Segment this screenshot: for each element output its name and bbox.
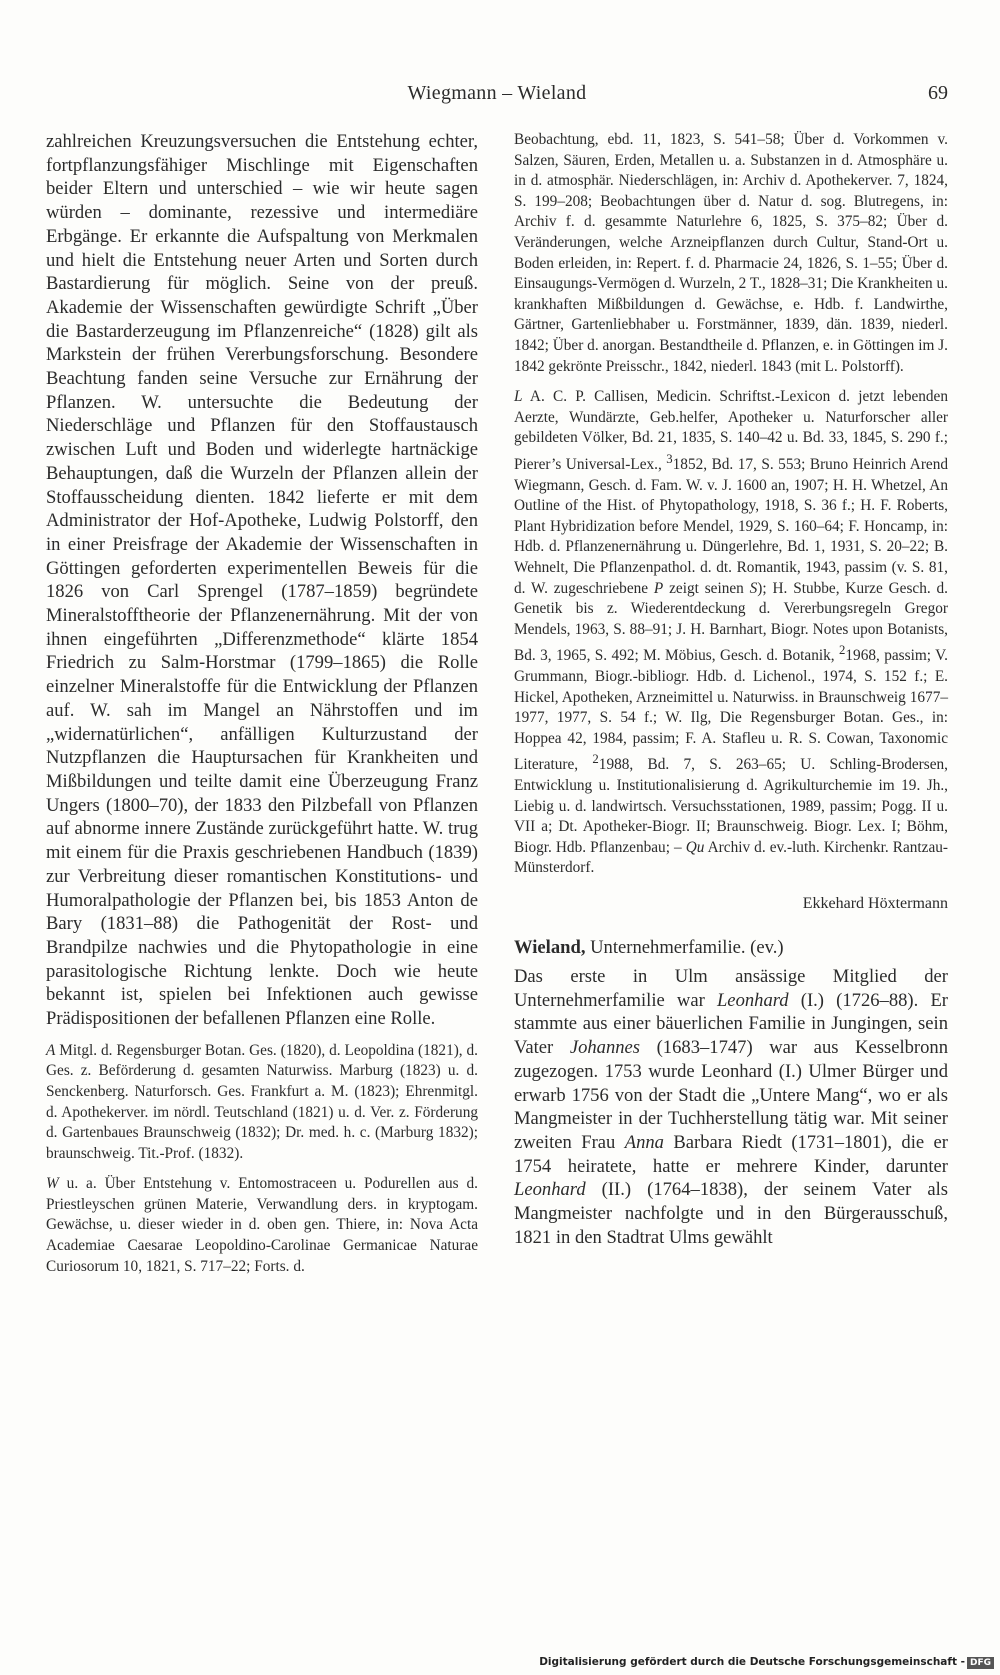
entry-heading xyxy=(514,937,948,959)
entry-text-part: (1683–1747) war aus Kesselbronn zugezogen. 1753 wurde Leonhard (I.) Ulmer Bürger und erwarb 1756 von der Stadt die „Untere Mang“, wo er als Mangmeister in der Tuchherstellung tätig war. Mit seiner zweiten Frau xyxy=(514,1037,948,1153)
italic-s: S xyxy=(749,579,758,597)
literature-text-2: 1852, Bd. 17, S. 553; Bruno Heinrich Arend Wiegmann, Gesch. d. Fam. W. v. J. 1600 an, 1907; H. H. Whetzel, An Outline of the Hist. of Phytopathology, 1918, S. 36 f.; H. F. Roberts, Plant Hybridization before Mendel, 1929, S. 160–64; F. Honcamp, in: Hdb. d. Pflanzenernährung u. Düngerlehre, Bd. 1, 1931, S. 20–22; B. Wehnelt, Die Pflanzenpathol. d. dt. Romantik, 1943, passim (v. S. 81, d. W. zugeschriebene xyxy=(514,456,949,597)
entry-text xyxy=(514,965,948,1249)
literature-text-4: ); H. Stubbe, Kurze Gesch. d. Genetik bis z. Wiederentdeckung d. Vererbungsregeln Gregor Mendels, 1963, S. 88–91; J. H. Barnhart, Biogr. Notes upon Botanists, Bd. 3, 1965, S. 492; M. Möbius, Gesch. d. Botanik, xyxy=(514,579,948,665)
footer-text: Digitalisierung gefördert durch die Deutsche Forschungsgemeinschaft - xyxy=(539,1656,965,1668)
works-paragraph xyxy=(46,1174,478,1277)
dfg-logo: DFG xyxy=(967,1657,994,1669)
person-name: Leonhard xyxy=(514,1179,586,1201)
works-continued: Beobachtung, ebd. 11, 1823, S. 541–58; Über d. Vorkommen v. Salzen, Säuren, Erden, Metallen u. a. Substanzen in d. Atmosphäre u. in d. atmosphär. Niederschlägen, in: Archiv d. Apothekerver. 7, 1824, S. 199–208; Beobachtungen über d. Natur d. sog. Blutregens, in: Archiv f. d. gesammte Naturlehre 6, 1825, S. 375–82; Über d. Veränderungen, welche Arzneipflanzen durch Cultur, Stand-Ort u. Boden erleiden, in: Repert. f. d. Pharmacie 24, 1826, S. 1–55; Über d. Einsaugungs-Vermögen d. Wurzeln, 2 T., 1828–31; Die Krankheiten u. krankhaften Mißbildungen d. Gewächse, e. Hdb. f. Landwirthe, Gärtner, Gartenliebhaber u. Forstmänner, 1839, dän. 1839, niederl. 1842; Über d. anorgan. Bestandtheile d. Pflanzen, e. in Göttingen im J. 1842 gekrönte Preisschr., 1842, niederl. 1843 (mit L. Polstorff). xyxy=(514,131,948,375)
person-name: Johannes xyxy=(569,1037,641,1059)
literature-text-1: A. C. P. Callisen, Medicin. Schriftst.-Lexicon d. jetzt lebenden Aerzte, Wundärzte, Geb.helfer, Apotheker u. Naturforscher aller gebildeten Völker, Bd. 21, 1835, S. 140–42 u. Bd. 33, 1845, S. 290 f.; Pierer’s Universal-Lex., xyxy=(514,388,949,473)
section-letter-l: L xyxy=(514,388,523,406)
italic-qu: Qu xyxy=(685,838,705,856)
right-column xyxy=(514,130,948,1250)
person-name: Leonhard xyxy=(716,989,789,1011)
literature-text-7: Archiv d. ev.-luth. Kirchenkr. Rantzau-Münsterdorf. xyxy=(514,838,948,877)
digitization-footer xyxy=(539,1656,994,1669)
italic-p: P xyxy=(653,579,664,597)
entry-text-part: Barbara Riedt (1731–1801), die er 1754 heiratete, hatte er mehrere Kinder, darunter xyxy=(514,1131,948,1177)
literature-paragraph xyxy=(514,387,948,879)
memberships-text: Mitgl. d. Regensburger Botan. Ges. (1820), d. Leopoldina (1821), d. Ges. z. Beförderung d. gesamten Naturwiss. Marburg (1823) u. d. Senckenberg. Naturforsch. Ges. Frankfurt a. M. (1823); Ehrenmitgl. d. Apothekerver. im nördl. Teutschland (1821) u. d. Ver. z. Förderung d. Gartenbaues Braunschweig (1832); Dr. med. h. c. (Marburg 1832); braunschweig. Tit.-Prof. (1832). xyxy=(46,1041,478,1162)
entry-subtitle: Unternehmerfamilie. (ev.) xyxy=(585,937,784,959)
person-name: Anna xyxy=(624,1131,664,1153)
edition-superscript: 2 xyxy=(592,752,599,767)
biography-text: zahlreichen Kreuzungsversuchen die Entstehung echter, fortpflanzungsfähiger Mischlinge mit Eigenschaften beider Eltern und unterschied – wie wir heute sagen würden – dominante, rezessive und intermediäre Erbgänge. Er erkannte die Aufspaltung von Merkmalen und hielt die Entstehung neuer Arten und Sorten durch Bastardierung für möglich. Seine von der preuß. Akademie der Wissenschaften gewürdigte Schrift „Über die Bastarderzeugung im Pflanzenreiche“ (1828) gilt als Markstein der frühen Vererbungsforschung. Besondere Beachtung fanden seine Versuche zur Ernährung der Pflanzen. W. untersuchte die Bedeutung der Niederschläge und Pflanzen für den Stoffaustausch zwischen Luft und Boden und widerlegte hartnäckige Behauptungen, daß die Wurzeln der Pflanzen allein der Stoffausscheidung dienten. 1842 lieferte er mit dem Administrator der Hof-Apotheke, Ludwig Polstorff, den in einer Preisfrage der Akademie der Wissenschaften in Göttingen geforderten experimentellen Beweis für die 1826 von Carl Sprengel (1787–1859) begründete Mineralstofftheorie der Pflanzenernährung. Mit der von ihnen eingeführten „Differenzmethode“ klärte 1854 Friedrich zu Salm-Horstmar (1799–1865) die Rolle einzelner Mineralstoffe für die Entwicklung der Pflanzen auf. W. sah im Mangel an Nährstoffen und im „widernatürlichen“, anfälligen Kulturzustand der Nutzpflanzen die Hauptursachen für Krankheiten und Mißbildungen und teilte damit eine Überzeugung Franz Ungers (1800–70), der 1833 den Pilzbefall von Pflanzen auf abnorme innere Zustände zurückgeführt hatte. W. trug mit einem für die Praxis geschriebenen Handbuch (1839) zur Verbreitung dieser romantischen Konstitutions- und Humoralpathologie der Pflanzen bei, bis 1853 Anton de Bary (1831–88) die Pathogenität der Rost- und Brandpilze nachwies und die Phytopathologie in eine parasitologische Richtung lenkte. Doch wie heute bekannt ist, spielen bei Infektionen auch gewisse Prädispositionen der befallenen Pflanzen eine Rolle. xyxy=(46,131,478,1030)
running-head: Wiegmann – Wieland xyxy=(407,82,587,104)
section-letter-w: W xyxy=(46,1175,59,1193)
left-column xyxy=(46,130,478,1277)
literature-text-3: zeigt seinen xyxy=(663,579,750,597)
memberships-paragraph xyxy=(46,1041,478,1165)
author-signature: Ekkehard Höxtermann xyxy=(802,895,948,913)
entry-text-part: (II.) (1764–1838), der seinem Vater als Mangmeister nachfolgte und in den Bürgerausschuß, 1821 in den Stadtrat Ulms gewählt xyxy=(514,1179,948,1248)
section-letter-a: A xyxy=(46,1041,56,1059)
entry-name: Wieland, xyxy=(514,937,586,959)
works-text: u. a. Über Entstehung v. Entomostraceen u. Podurellen aus d. Priestleyschen grünen Materie, Verwandlung ders. in kryptogam. Gewächse, u. dieser wieder in d. oben gen. Thiere, in: Nova Acta Academiae Caesarae Leopoldino-Carolinae Germanicae Naturae Curiosorum 10, 1821, S. 717–22; Forts. d. xyxy=(46,1175,479,1275)
entry-text-part: (I.) (1726–88). Er stammte aus einer bäuerlichen Familie in Jungingen, sein Vater xyxy=(514,989,948,1059)
page-number: 69 xyxy=(928,82,948,104)
entry-text-part: Das erste in Ulm ansässige Mitglied der Unternehmerfamilie war xyxy=(514,966,948,1011)
edition-superscript: 2 xyxy=(839,643,846,658)
literature-text-6: 1988, Bd. 7, S. 263–65; U. Schling-Brodersen, Entwicklung u. Institutionalisierung d. Agrikulturchemie im 19. Jh., Liebig u. d. landwirtsch. Versuchsstationen, 1989, passim; Pogg. II u. VII a; Dt. Apotheker-Biogr. II; Braunschweig. Biogr. Lex. I; Böhm, Biogr. Hdb. Pflanzenbau; – xyxy=(514,756,948,856)
literature-text-5: 1968, passim; V. Grummann, Biogr.-bibliogr. Hdb. d. Lichenol., 1974, S. 152 f.; E. Hickel, Apotheken, Arzneimittel u. Naturwiss. in Braunschweig 1677–1977, 1977, S. 54 f.; W. Ilg, Die Regensburger Botan. Ges., in: Hoppea 42, 1984, passim; F. A. Stafleu u. R. S. Cowan, Taxonomic Literature, xyxy=(514,647,948,774)
page-header xyxy=(46,82,948,112)
edition-superscript: 3 xyxy=(666,451,673,466)
